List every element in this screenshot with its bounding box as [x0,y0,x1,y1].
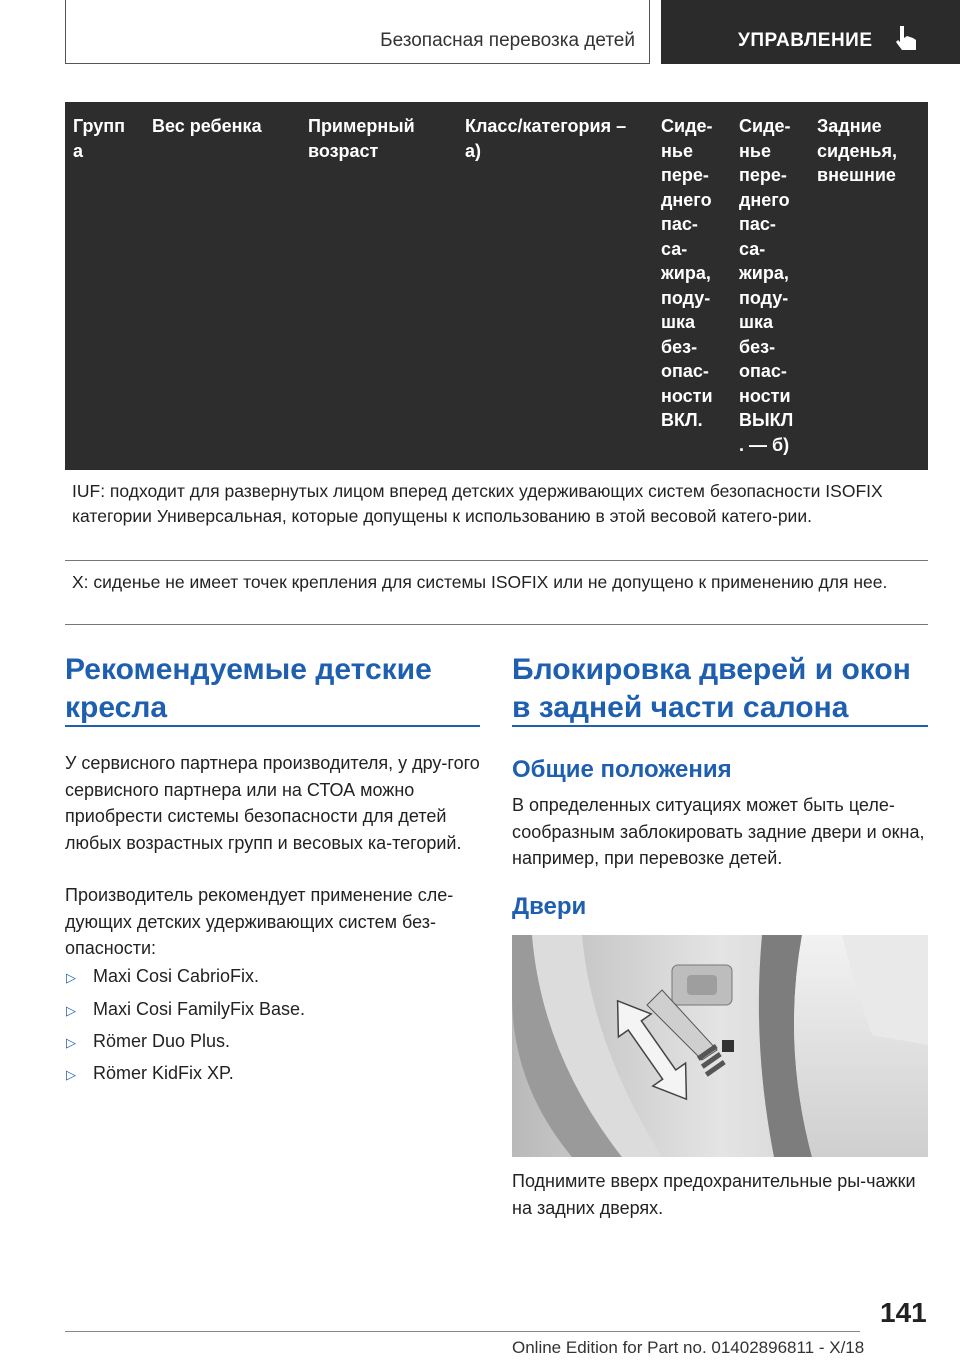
section-title: Безопасная перевозка детей [380,30,635,51]
col-header-front-airbag-off: Сиде- нье пере- днего пас- са- жира, поду- шка без- опас- ности ВЫКЛ . — б) [739,116,794,455]
page-number: 141 [880,1297,927,1328]
list-item: ▷ Maxi Cosi FamilyFix Base. [66,999,306,1019]
paragraph: Производитель рекомендует применение сле-дующих детских удерживающих систем без-опасности: [65,885,454,958]
col-header-rear-outer: Задние сиденья, внешние [817,116,897,185]
list-item: ▷ Römer KidFix XP. [66,1063,234,1083]
heading-recommended-seats: Рекомендуемые детские кресла [65,653,432,724]
paragraph: У сервисного партнера производителя, у дру-гого сервисного партнера или на СТОА можно приобрести системы безопасности для детей любых возрастных групп и весовых ка-тегорий. [65,753,480,853]
header-right-panel [661,0,960,64]
paragraph: В определенных ситуациях может быть целе-сообразным заблокировать задние двери и окна, например, при перевозке детей. [512,795,925,868]
table-header [65,102,928,470]
list-item: ▷ Maxi Cosi CabrioFix. [66,966,260,986]
chapter-title: УПРАВЛЕНИЕ [738,30,873,51]
footer-edition: Online Edition for Part no. 01402896811 - X/18 [512,1338,865,1357]
door-child-lock-illustration [512,935,928,1157]
heading-rule [512,725,928,727]
heading-rule [65,725,480,727]
col-header-weight: Вес ребенка [152,116,262,136]
triangle-bullet-icon: ▷ [66,1003,76,1018]
subheading-general: Общие положения [512,756,732,783]
table-bottom-divider [65,624,928,625]
col-header-front-airbag-on: Сиде- нье пере- днего пас- са- жира, поду- шка без- опас- ности ВКЛ. [661,116,713,430]
triangle-bullet-icon: ▷ [66,1035,76,1050]
table-divider [65,560,928,561]
header-left-panel [65,0,650,64]
heading-door-lock: Блокировка дверей и окон в задней части салона [512,653,911,724]
list-item: ▷ Römer Duo Plus. [66,1031,231,1051]
triangle-bullet-icon: ▷ [66,1067,76,1082]
table-note-x: X: сиденье не имеет точек крепления для системы ISOFIX или не допущено к применению для нее. [72,572,888,592]
subheading-doors: Двери [512,893,587,920]
hand-pointer-icon [894,24,920,54]
table-note-iuf: IUF: подходит для развернутых лицом вперед детских удерживающих систем безопасности ISOFIX категории Универсальная, которые допущены к использованию в этой весовой катего-рии. [72,481,883,526]
col-header-class: Класс/категория – а) [465,116,627,161]
col-header-group: Групп а [73,116,126,161]
image-caption: Поднимите вверх предохранительные ры-чажки на задних дверях. [512,1171,916,1218]
triangle-bullet-icon: ▷ [66,970,76,985]
col-header-age: Примерный возраст [308,116,415,161]
footer-rule [65,1331,860,1332]
